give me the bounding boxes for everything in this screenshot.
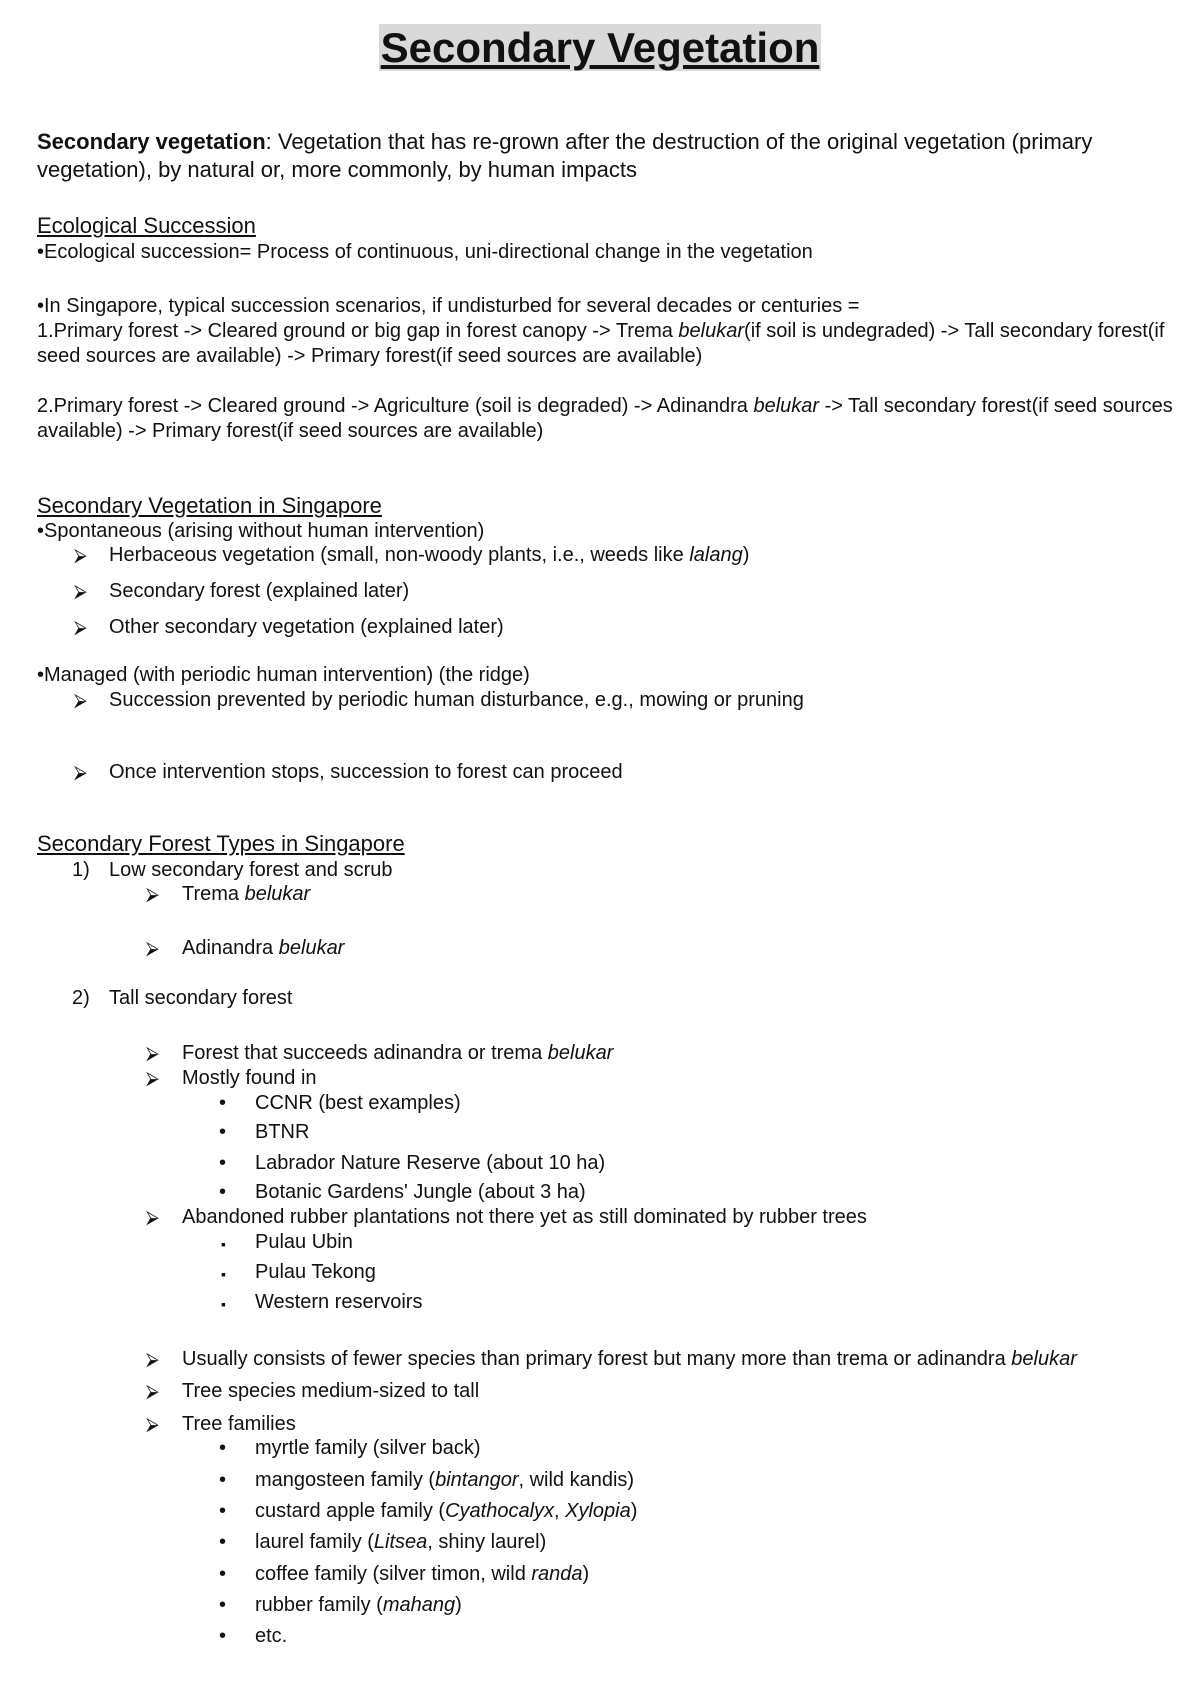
arrow-bullet-icon: ⮚ xyxy=(74,617,87,637)
succession-scenarios-intro: •In Singapore, typical succession scenarios, if undisturbed for several decades or centuries = xyxy=(37,295,860,317)
list-item: myrtle family (silver back) xyxy=(255,1437,481,1459)
list-item: laurel family (Litsea, shiny laurel) xyxy=(255,1531,547,1553)
list-item: rubber family (mahang) xyxy=(255,1594,462,1616)
succession-scenario-1: 1.Primary forest -> Cleared ground or big gap in forest canopy -> Trema belukar(if soil is undegraded) -> Tall secondary forest(if seed sources are available) -> Primary forest(if seed sources are available) xyxy=(37,320,1165,367)
arrow-bullet-icon: ⮚ xyxy=(146,1043,159,1063)
list-item: Forest that succeeds adinandra or trema belukar xyxy=(182,1042,614,1064)
arrow-bullet-icon: ⮚ xyxy=(146,1207,159,1227)
heading-ecological-succession: Ecological Succession xyxy=(37,213,256,238)
arrow-bullet-icon: ⮚ xyxy=(74,690,87,710)
arrow-bullet-icon: ⮚ xyxy=(146,1414,159,1434)
heading-forest-types: Secondary Forest Types in Singapore xyxy=(37,831,405,856)
list-item: Pulau Tekong xyxy=(255,1261,376,1283)
list-item: etc. xyxy=(255,1625,288,1647)
list-item: Trema belukar xyxy=(182,883,311,905)
list-item: Secondary forest (explained later) xyxy=(109,580,410,602)
arrow-bullet-icon: ⮚ xyxy=(146,1068,159,1088)
list-item: Adinandra belukar xyxy=(182,937,345,959)
list-item: Once intervention stops, succession to forest can proceed xyxy=(109,761,623,783)
list-item: Labrador Nature Reserve (about 10 ha) xyxy=(255,1152,606,1174)
dot-bullet-icon: • xyxy=(219,1531,227,1553)
list-item: Western reservoirs xyxy=(255,1291,423,1313)
dot-bullet-icon: • xyxy=(219,1500,227,1522)
list-item: Succession prevented by periodic human disturbance, e.g., mowing or pruning xyxy=(109,689,804,711)
dot-bullet-icon: • xyxy=(219,1092,227,1114)
arrow-bullet-icon: ⮚ xyxy=(74,762,87,782)
intro-definition: : Vegetation that has re-grown after the destruction of the original vegetation (primary vegetation), by natural or, more commonly, by human impacts xyxy=(37,129,1093,182)
list-item: Abandoned rubber plantations not there yet as still dominated by rubber trees xyxy=(182,1206,867,1228)
square-bullet-icon: ▪ xyxy=(221,1266,226,1282)
dot-bullet-icon: • xyxy=(219,1152,227,1174)
intro-term: Secondary vegetation xyxy=(37,129,266,154)
list-item: mangosteen family (bintangor, wild kandis) xyxy=(255,1469,635,1491)
list-item: coffee family (silver timon, wild randa) xyxy=(255,1563,590,1585)
page-title: Secondary Vegetation xyxy=(380,24,820,71)
list-item: CCNR (best examples) xyxy=(255,1092,461,1114)
dot-bullet-icon: • xyxy=(219,1469,227,1491)
dot-bullet-icon: • xyxy=(219,1594,227,1616)
list-item: Other secondary vegetation (explained later) xyxy=(109,616,504,638)
dot-bullet-icon: • xyxy=(219,1563,227,1585)
square-bullet-icon: ▪ xyxy=(221,1236,226,1252)
list-item: BTNR xyxy=(255,1121,310,1143)
arrow-bullet-icon: ⮚ xyxy=(146,1349,159,1369)
square-bullet-icon: ▪ xyxy=(221,1296,226,1312)
managed-label: •Managed (with periodic human intervention) (the ridge) xyxy=(37,664,530,686)
arrow-bullet-icon: ⮚ xyxy=(146,1381,159,1401)
forest-type-2: Tall secondary forest xyxy=(109,987,293,1009)
arrow-bullet-icon: ⮚ xyxy=(146,884,159,904)
list-item: Mostly found in xyxy=(182,1067,317,1089)
dot-bullet-icon: • xyxy=(219,1625,227,1647)
list-number: 1) xyxy=(72,859,90,881)
intro-paragraph xyxy=(37,128,1177,184)
list-item: custard apple family (Cyathocalyx, Xylopia) xyxy=(255,1500,638,1522)
list-item: Herbaceous vegetation (small, non-woody plants, i.e., weeds like lalang) xyxy=(109,544,750,566)
arrow-bullet-icon: ⮚ xyxy=(74,581,87,601)
dot-bullet-icon: • xyxy=(219,1121,227,1143)
arrow-bullet-icon: ⮚ xyxy=(146,938,159,958)
spontaneous-label: •Spontaneous (arising without human intervention) xyxy=(37,520,485,542)
dot-bullet-icon: • xyxy=(219,1181,227,1203)
forest-type-1: Low secondary forest and scrub xyxy=(109,859,393,881)
succession-definition: •Ecological succession= Process of continuous, uni-directional change in the vegetation xyxy=(37,241,813,263)
succession-scenario-2: 2.Primary forest -> Cleared ground -> Agriculture (soil is degraded) -> Adinandra belukar -> Tall secondary forest(if seed sources available) -> Primary forest(if seed sources are available) xyxy=(37,395,1173,442)
arrow-bullet-icon: ⮚ xyxy=(74,545,87,565)
list-item: Tree families xyxy=(182,1413,296,1435)
list-item: Tree species medium-sized to tall xyxy=(182,1380,480,1402)
list-item: Usually consists of fewer species than primary forest but many more than trema or adinandra belukar xyxy=(182,1348,1077,1370)
list-item: Pulau Ubin xyxy=(255,1231,353,1253)
list-number: 2) xyxy=(72,987,90,1009)
heading-sv-singapore: Secondary Vegetation in Singapore xyxy=(37,493,382,518)
dot-bullet-icon: • xyxy=(219,1437,227,1459)
list-item: Botanic Gardens' Jungle (about 3 ha) xyxy=(255,1181,586,1203)
